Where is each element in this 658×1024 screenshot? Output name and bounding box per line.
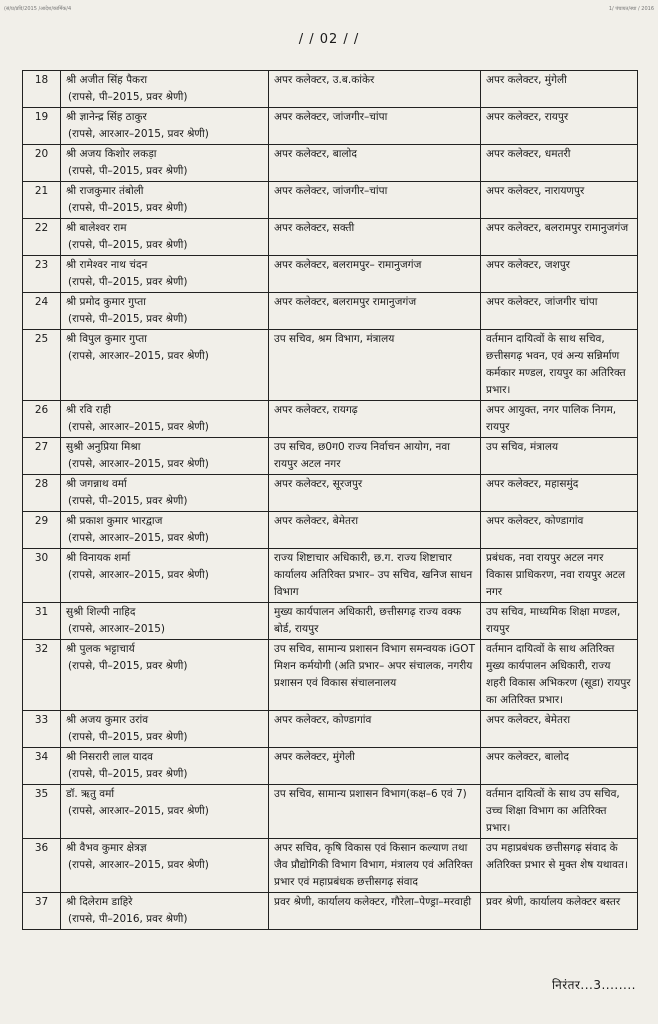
table-row <box>23 512 638 549</box>
new-posting: प्रवर श्रेणी, कार्यालय कलेक्टर बस्तर <box>481 893 638 930</box>
table-row <box>23 182 638 219</box>
serial-number: 26 <box>23 401 61 438</box>
serial-number: 18 <box>23 71 61 108</box>
new-posting: उप सचिव, मंत्रालय <box>481 438 638 475</box>
officer-cell <box>61 438 269 475</box>
header-strip <box>4 6 654 12</box>
table-row <box>23 711 638 748</box>
new-posting: अपर कलेक्टर, बालोद <box>481 748 638 785</box>
officer-name: श्री ज्ञानेन्द्र सिंह ठाकुर <box>66 111 147 123</box>
current-posting: अपर कलेक्टर, बेमेतरा <box>269 512 481 549</box>
serial-number: 23 <box>23 256 61 293</box>
serial-number: 35 <box>23 785 61 839</box>
officer-cell <box>61 145 269 182</box>
officer-cadre: (रापसे, आरआर–2015) <box>68 623 165 635</box>
new-posting: उप सचिव, माध्यमिक शिक्षा मण्डल, रायपुर <box>481 603 638 640</box>
current-posting: अपर कलेक्टर, सक्ती <box>269 219 481 256</box>
officer-cadre: (रापसे, आरआर–2015, प्रवर श्रेणी) <box>68 805 209 817</box>
serial-number: 19 <box>23 108 61 145</box>
officer-cadre: (रापसे, आरआर–2015, प्रवर श्रेणी) <box>68 421 209 433</box>
officer-cell <box>61 549 269 603</box>
officer-name: श्री जगन्नाथ वर्मा <box>66 478 127 490</box>
table-row <box>23 785 638 839</box>
officer-name: डॉ. ऋतु वर्मा <box>66 788 115 800</box>
officer-cadre: (रापसे, पी–2015, प्रवर श्रेणी) <box>68 495 188 507</box>
table-row <box>23 293 638 330</box>
table-row <box>23 549 638 603</box>
serial-number: 31 <box>23 603 61 640</box>
new-posting: अपर कलेक्टर, जांजगीर चांपा <box>481 293 638 330</box>
officer-name: श्री रवि राही <box>66 404 111 416</box>
officer-name: श्री प्रकाश कुमार भारद्वाज <box>66 515 163 527</box>
current-posting: उप सचिव, सामान्य प्रशासन विभाग समन्वयक iGOT मिशन कर्मयोगी (अति प्रभार– अपर संचालक, नगरीय प्रशासन एवं विकास संचालनालय <box>269 640 481 711</box>
officer-name: श्री विनायक शर्मा <box>66 552 131 564</box>
officer-cadre: (रापसे, आरआर–2015, प्रवर श्रेणी) <box>68 859 209 871</box>
current-posting: उप सचिव, छ0ग0 राज्य निर्वाचन आयोग, नवा रायपुर अटल नगर <box>269 438 481 475</box>
new-posting: उप महाप्रबंधक छत्तीसगढ़ संवाद के अतिरिक्त प्रभार से मुक्त शेष यथावत। <box>481 839 638 893</box>
officer-name: श्री अजीत सिंह पैकरा <box>66 74 148 86</box>
officer-name: श्री बालेश्वर राम <box>66 222 127 234</box>
officer-cell <box>61 785 269 839</box>
officer-name: सुश्री अनुप्रिया मिश्रा <box>66 441 141 453</box>
current-posting: अपर कलेक्टर, उ.ब.कांकेर <box>269 71 481 108</box>
serial-number: 29 <box>23 512 61 549</box>
officer-name: श्री अजय कुमार उरांव <box>66 714 149 726</box>
new-posting: अपर आयुक्त, नगर पालिक निगम, रायपुर <box>481 401 638 438</box>
officer-cadre: (रापसे, पी–2015, प्रवर श्रेणी) <box>68 731 188 743</box>
officer-cell <box>61 748 269 785</box>
serial-number: 22 <box>23 219 61 256</box>
serial-number: 37 <box>23 893 61 930</box>
officer-cadre: (रापसे, आरआर–2015, प्रवर श्रेणी) <box>68 350 209 362</box>
new-posting: वर्तमान दायित्वों के साथ सचिव, छत्तीसगढ़ भवन, एवं अन्य सन्निर्माण कर्मकार मण्डल, रायपुर का अतिरिक्त प्रभार। <box>481 330 638 401</box>
serial-number: 32 <box>23 640 61 711</box>
officer-cell <box>61 512 269 549</box>
officer-cadre: (रापसे, पी–2015, प्रवर श्रेणी) <box>68 239 188 251</box>
new-posting: अपर कलेक्टर, बेमेतरा <box>481 711 638 748</box>
officer-cell <box>61 330 269 401</box>
officer-cadre: (रापसे, पी–2015, प्रवर श्रेणी) <box>68 276 188 288</box>
page-marker: / / 02 / / <box>298 32 360 47</box>
officer-name: श्री अजय किशोर लकड़ा <box>66 148 157 160</box>
serial-number: 34 <box>23 748 61 785</box>
officer-cadre: (रापसे, पी–2015, प्रवर श्रेणी) <box>68 91 188 103</box>
table-row <box>23 640 638 711</box>
table-row <box>23 603 638 640</box>
current-posting: अपर कलेक्टर, मुंगेली <box>269 748 481 785</box>
current-posting: राज्य शिष्टाचार अधिकारी, छ.ग. राज्य शिष्टाचार कार्यालय अतिरिक्त प्रभार– उप सचिव, खनिज साधन विभाग <box>269 549 481 603</box>
table-row <box>23 839 638 893</box>
officer-cadre: (रापसे, पी–2015, प्रवर श्रेणी) <box>68 660 188 672</box>
officer-name: श्री राजकुमार तंबोली <box>66 185 144 197</box>
current-posting: उप सचिव, श्रम विभाग, मंत्रालय <box>269 330 481 401</box>
serial-number: 30 <box>23 549 61 603</box>
officer-cadre: (रापसे, पी–2015, प्रवर श्रेणी) <box>68 768 188 780</box>
table-row <box>23 145 638 182</box>
officer-cell <box>61 293 269 330</box>
current-posting: अपर कलेक्टर, रायगढ़ <box>269 401 481 438</box>
table-row <box>23 893 638 930</box>
current-posting: प्रवर श्रेणी, कार्यालय कलेक्टर, गौरेला–पेण्ड्रा–मरवाही <box>269 893 481 930</box>
serial-number: 33 <box>23 711 61 748</box>
current-posting: अपर कलेक्टर, बलरामपुर रामानुजगंज <box>269 293 481 330</box>
current-posting: अपर कलेक्टर, बालोद <box>269 145 481 182</box>
table-row <box>23 219 638 256</box>
new-posting: वर्तमान दायित्वों के साथ अतिरिक्त मुख्य कार्यपालन अधिकारी, राज्य शहरी विकास अभिकरण (सूडा) रायपुर का अतिरिक्त प्रभार। <box>481 640 638 711</box>
officer-cell <box>61 219 269 256</box>
officer-cell <box>61 71 269 108</box>
new-posting: वर्तमान दायित्वों के साथ उप सचिव, उच्च शिक्षा विभाग का अतिरिक्त प्रभार। <box>481 785 638 839</box>
table-row <box>23 330 638 401</box>
new-posting: अपर कलेक्टर, कोण्डागांव <box>481 512 638 549</box>
posting-table <box>22 70 638 930</box>
officer-cell <box>61 475 269 512</box>
new-posting: अपर कलेक्टर, रायपुर <box>481 108 638 145</box>
header-strip-left: (सं/प्र/प्रवि/2015 /आदेश/कार्मिक/4 <box>4 6 72 12</box>
officer-name: श्री निसरारी लाल यादव <box>66 751 154 763</box>
officer-cell <box>61 839 269 893</box>
new-posting: अपर कलेक्टर, मुंगेली <box>481 71 638 108</box>
current-posting: अपर कलेक्टर, कोण्डागांव <box>269 711 481 748</box>
table-row <box>23 256 638 293</box>
officer-cell <box>61 108 269 145</box>
officer-cell <box>61 401 269 438</box>
current-posting: अपर कलेक्टर, जांजगीर–चांपा <box>269 182 481 219</box>
officer-cell <box>61 182 269 219</box>
officer-cell <box>61 640 269 711</box>
officer-name: श्री प्रमोद कुमार गुप्ता <box>66 296 146 308</box>
new-posting: प्रबंधक, नवा रायपुर अटल नगर विकास प्राधिकरण, नवा रायपुर अटल नगर <box>481 549 638 603</box>
table-row <box>23 438 638 475</box>
serial-number: 36 <box>23 839 61 893</box>
table-row <box>23 108 638 145</box>
officer-cell <box>61 256 269 293</box>
officer-cell <box>61 603 269 640</box>
posting-table-body <box>23 71 638 930</box>
officer-name: सुश्री शिल्पी नाहिद <box>66 606 136 618</box>
new-posting: अपर कलेक्टर, धमतरी <box>481 145 638 182</box>
current-posting: मुख्य कार्यपालन अधिकारी, छत्तीसगढ़ राज्य वक्फ बोर्ड, रायपुर <box>269 603 481 640</box>
officer-cadre: (रापसे, पी–2015, प्रवर श्रेणी) <box>68 313 188 325</box>
table-row <box>23 71 638 108</box>
current-posting: अपर कलेक्टर, सूरजपुर <box>269 475 481 512</box>
current-posting: अपर सचिव, कृषि विकास एवं किसान कल्याण तथा जैव प्रौद्योगिकी विभाग विभाग, मंत्रालय एवं अतिरिक्त प्रभार एवं महाप्रबंधक छत्तीसगढ़ संवाद <box>269 839 481 893</box>
current-posting: अपर कलेक्टर, बलरामपुर– रामानुजगंज <box>269 256 481 293</box>
serial-number: 24 <box>23 293 61 330</box>
officer-name: श्री पुलक भट्टाचार्य <box>66 643 135 655</box>
officer-cell <box>61 893 269 930</box>
new-posting: अपर कलेक्टर, नारायणपुर <box>481 182 638 219</box>
new-posting: अपर कलेक्टर, बलरामपुर रामानुजगंज <box>481 219 638 256</box>
officer-cadre: (रापसे, आरआर–2015, प्रवर श्रेणी) <box>68 532 209 544</box>
officer-cadre: (रापसे, आरआर–2015, प्रवर श्रेणी) <box>68 128 209 140</box>
continued-note: निरंतर...3........ <box>551 978 636 992</box>
table-row <box>23 475 638 512</box>
new-posting: अपर कलेक्टर, जशपुर <box>481 256 638 293</box>
serial-number: 21 <box>23 182 61 219</box>
header-strip-right: 1/ पंचायत/स्था / 2016 <box>608 6 654 12</box>
table-row <box>23 401 638 438</box>
serial-number: 28 <box>23 475 61 512</box>
officer-name: श्री वैभव कुमार क्षेत्रज्ञ <box>66 842 147 854</box>
serial-number: 25 <box>23 330 61 401</box>
officer-cadre: (रापसे, पी–2015, प्रवर श्रेणी) <box>68 165 188 177</box>
new-posting: अपर कलेक्टर, महासमुंद <box>481 475 638 512</box>
serial-number: 20 <box>23 145 61 182</box>
officer-cell <box>61 711 269 748</box>
serial-number: 27 <box>23 438 61 475</box>
officer-cadre: (रापसे, आरआर–2015, प्रवर श्रेणी) <box>68 569 209 581</box>
officer-name: श्री विपुल कुमार गुप्ता <box>66 333 148 345</box>
officer-cadre: (रापसे, पी–2016, प्रवर श्रेणी) <box>68 913 188 925</box>
current-posting: अपर कलेक्टर, जांजगीर–चांपा <box>269 108 481 145</box>
officer-name: श्री रामेश्वर नाथ चंदन <box>66 259 148 271</box>
current-posting: उप सचिव, सामान्य प्रशासन विभाग(कक्ष–6 एवं 7) <box>269 785 481 839</box>
officer-name: श्री दिलेराम डाहिरे <box>66 896 133 908</box>
officer-cadre: (रापसे, आरआर–2015, प्रवर श्रेणी) <box>68 458 209 470</box>
officer-cadre: (रापसे, पी–2015, प्रवर श्रेणी) <box>68 202 188 214</box>
table-row <box>23 748 638 785</box>
